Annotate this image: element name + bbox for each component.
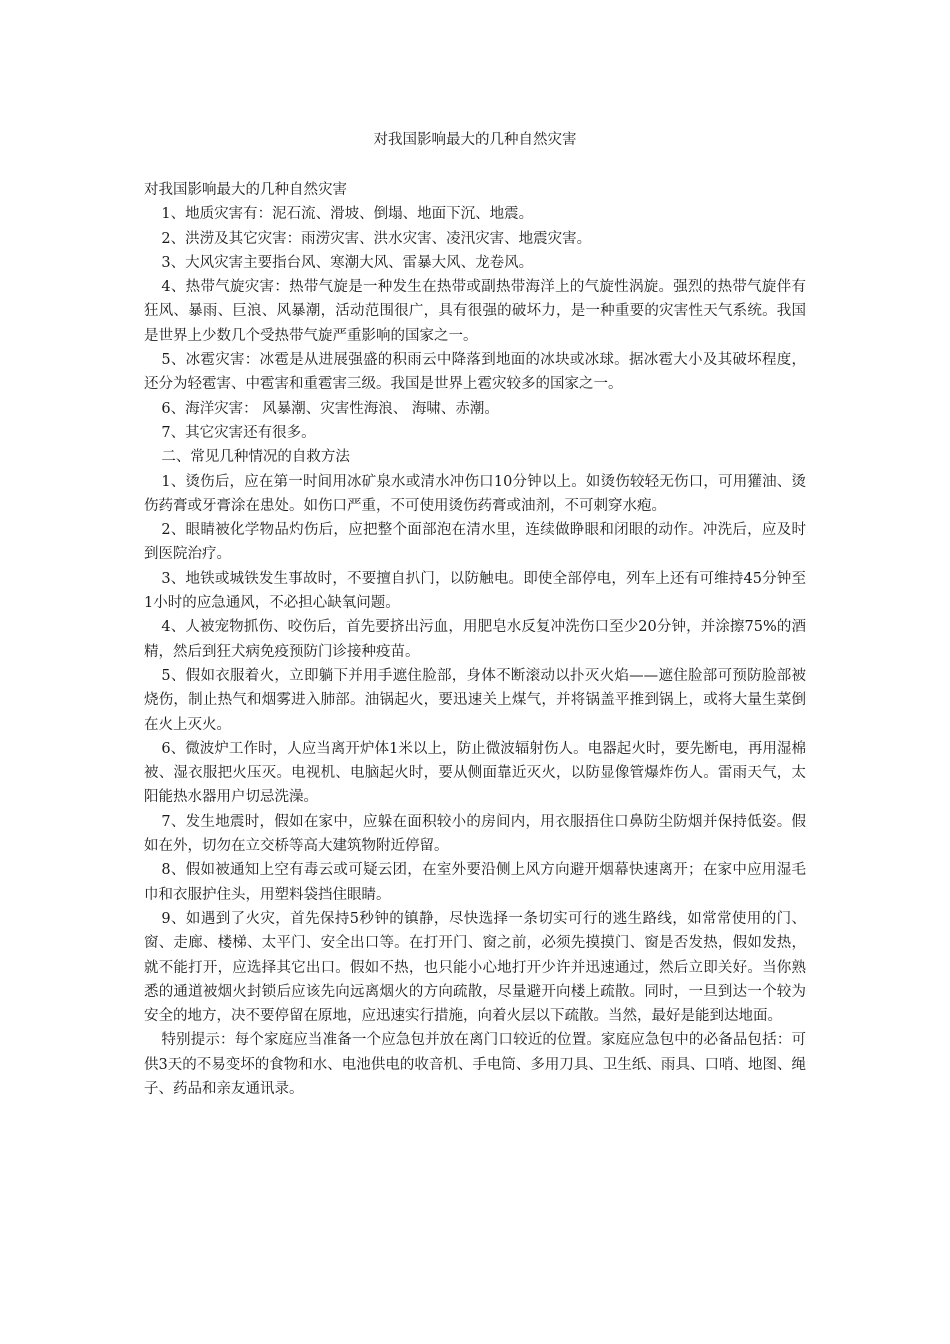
paragraph-11: 4、人被宠物抓伤、咬伤后，首先要挤出污血，用肥皂水反复冲洗伤口至少20分钟，并涂擦75%的酒精，然后到狂犬病免疫预防门诊接种疫苗。 — [144, 619, 806, 660]
paragraph-1: 1、地质灾害有：泥石流、滑坡、倒塌、地面下沉、地震。 — [161, 206, 534, 223]
paragraph-8: 1、烫伤后，应在第一时间用冰矿泉水或清水冲伤口10分钟以上。如烫伤较轻无伤口，可用獾油、烫伤药膏或牙膏涂在患处。如伤口严重，不可使用烫伤药膏或油剂，不可刺穿水疱。 — [144, 473, 806, 514]
section-heading: 对我国影响最大的几种自然灾害 — [144, 182, 347, 198]
paragraph-10: 3、地铁或城铁发生事故时，不要擅自扒门，以防触电。即使全部停电，列车上还有可维持45分钟至1小时的应急通风，不必担心缺氧问题。 — [144, 570, 806, 612]
section-heading-2: 二、常见几种情况的自救方法 — [161, 449, 350, 466]
paragraph-14: 7、发生地震时，假如在家中，应躲在面积较小的房间内，用衣服捂住口鼻防尘防烟并保持低姿。假如在外，切勿在立交桥等高大建筑物附近停留。 — [144, 813, 806, 855]
paragraph-9: 2、眼睛被化学物品灼伤后，应把整个面部泡在清水里，连续做睁眼和闭眼的动作。冲洗后，应及时到医院治疗。 — [144, 522, 806, 563]
paragraph-6: 6、海洋灾害： 风暴潮、灾害性海浪、 海啸、赤潮。 — [161, 400, 499, 417]
paragraph-3: 3、大风灾害主要指台风、寒潮大风、雷暴大风、龙卷风。 — [161, 254, 534, 271]
paragraph-12: 5、假如衣服着火，立即躺下并用手遮住脸部，身体不断滚动以扑灭火焰——遮住脸部可预防脸部被烧伤，制止热气和烟雾进入肺部。油锅起火，要迅速关上煤气，并将锅盖平推到锅上，或将大量生菜倒在火上灭火。 — [144, 667, 806, 733]
paragraph-15: 8、假如被通知上空有毒云或可疑云团，在室外要沿侧上风方向避开烟幕快速离开；在家中应用湿毛巾和衣服护住头，用塑料袋挡住眼睛。 — [144, 862, 806, 903]
paragraph-16: 9、如遇到了火灾，首先保持5秒钟的镇静，尽快选择一条切实可行的逃生路线，如常常使用的门、窗、走廊、楼梯、太平门、安全出口等。在打开门、窗之前，必须先摸摸门、窗是否发热，假如发热，就不能打开，应选择其它出口。假如不热，也只能小心地打开少许并迅速通过，然后立即关好。当你熟悉的通道被烟火封锁后应该先向远离烟火的方向疏散，尽量避开向楼上疏散。同时，一旦到达一个较为安全的地方，决不要停留在原地，应迅速实行措施，向着火层以下疏散。当然，最好是能到达地面。 — [144, 910, 806, 1025]
document-body — [144, 178, 806, 1101]
paragraph-7: 7、其它灾害还有很多。 — [161, 424, 316, 441]
page-title: 对我国影响最大的几种自然灾害 — [373, 132, 577, 148]
paragraph-4: 4、热带气旋灾害：热带气旋是一种发生在热带或副热带海洋上的气旋性涡旋。强烈的热带气旋伴有狂风、暴雨、巨浪、风暴潮，活动范围很广，具有很强的破坏力，是一种重要的灾害性天气系统。我国是世界上少数几个受热带气旋严重影响的国家之一。 — [144, 279, 806, 344]
paragraph-2: 2、洪涝及其它灾害：雨涝灾害、洪水灾害、凌汛灾害、地震灾害。 — [161, 230, 592, 247]
special-note: 特别提示：每个家庭应当准备一个应急包并放在离门口较近的位置。家庭应急包中的必备品包括：可供3天的不易变坏的食物和水、电池供电的收音机、手电筒、多用刀具、卫生纸、雨具、口哨、地图、绳子、药品和亲友通讯录。 — [144, 1032, 806, 1097]
paragraph-13: 6、微波炉工作时，人应当离开炉体1米以上，防止微波辐射伤人。电器起火时，要先断电，再用湿棉被、湿衣服把火压灭。电视机、电脑起火时，要从侧面靠近灭火，以防显像管爆炸伤人。雷雨天气，太阳能热水器用户切忌洗澡。 — [144, 740, 806, 806]
paragraph-5: 5、冰雹灾害：冰雹是从进展强盛的积雨云中降落到地面的冰块或冰球。据冰雹大小及其破坏程度，还分为轻雹害、中雹害和重雹害三级。我国是世界上雹灾较多的国家之一。 — [144, 352, 806, 393]
